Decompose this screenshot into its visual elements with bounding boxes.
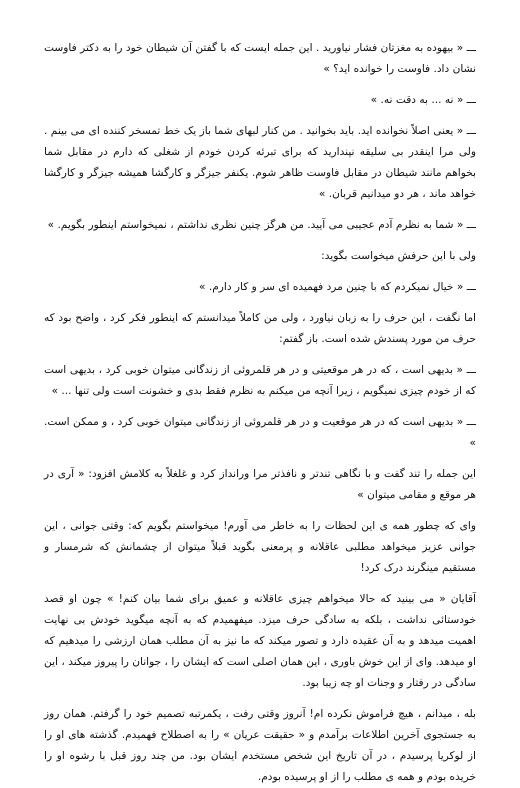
paragraph-7: اما نگفت ، این حرف را به زبان نیاورد ، ولی من کاملاً میدانستم که اینطور فکر کرد ، واضح بود که حرف من مورد پسندش شده است. باز گفتم: bbox=[44, 312, 476, 345]
paragraph-8: ـــ « بدیهی است ، که در هر موقعیتی و در هر قلمروئی از زندگانی میتوان خوبی کرد ، بدیهی است که از خودم چیزی نمیگویم ، زیرا آنچه من میکنم به نظرم فقط بدی و خشونت است ولی تنها ... » bbox=[44, 364, 476, 397]
paragraph-3: ـــ « یعنی اصلاً نخوانده اید. باید بخوانید . من کنار لبهای شما باز یک خط تمسخر کننده ای می بینم . ولی مرا اینقدر بی سلیقه نپندارید که برای تبرئه کردن خودم از شغلی که دارم در مقابل شما بخواهم مانند شیطان در مقابل فاوست ظاهر شوم. یکنفر جیزگر و کارگشا همیشه جیزگر و کارگشا خواهد ماند ، هر دو میدانیم قربان. » bbox=[44, 125, 476, 200]
paragraph-12: آقایان « می بینید که حالا میخواهم چیزی عاقلانه و عمیق برای شما بیان کنم! » چون او قصد خودستائی نداشت ، بلکه به سادگی حرف میزد. میفهمیدم که به آنچه میگوید خودش بی نهایت اهمیت میدهد و به آن عقیده دارد و تصور میکند که ما نیز به آن مطلب همان ارزشی را میدهیم که او میدهد. وای از این خوش باوری ، این همان اصلی است که ایشان را ، جوانان را پیروز میکند ، این سادگی در رفتار و وجنات او چه زیبا بود. bbox=[44, 593, 476, 689]
paragraph-6: ـــ « خیال نمیکردم که با چنین مرد فهمیده ای سر و کار دارم. » bbox=[198, 281, 476, 293]
paragraph-10: این جمله را تند گفت و با نگاهی تندتر و نافذتر مرا ورانداز کرد و غلغلاً به کلامش افزود: « آری در هر موقع و مقامی میتوان » bbox=[44, 468, 476, 501]
paragraph-1: ـــ « بیهوده به مغزتان فشار نیاورید . این جمله ایست که با گفتن آن شیطان خود را به دکتر فاوست نشان داد. فاوست را خوانده اید؟ » bbox=[44, 42, 476, 75]
paragraph-2: ـــ « نه ... به دقت نه. » bbox=[370, 94, 476, 106]
paragraph-4: ـــ « شما به نظرم آدم عجیبی می آیید. من هرگز چنین نظری نداشتم ، نمیخواستم اینطور بگویم. » bbox=[47, 219, 476, 231]
paragraph-11: وای که چطور همه ی این لحظات را به خاطر می آورم! میخواستم بگویم که: وقتی جوانی ، این جوانی عزیز میخواهد مطلبی عاقلانه و پرمعنی بگوید قبلاً میتوان از چشمانش که شرمسار و مستقیم مینگرند درک کرد! bbox=[44, 520, 476, 574]
paragraph-5: ولی با این حرفش میخواست بگوید: bbox=[321, 250, 476, 262]
paragraph-13: بله ، میدانم ، هیچ فراموش نکرده ام! آنروز وقتی رفت ، یکمرتبه تصمیم خود را گرفتم. همان روز به جستجوی آخرین اطلاعات برآمدم و « حقیقت عریان » را به اصطلاح فهمیدم. گذشته های او را از لوکریا پرسیدم ، در آن تاریخ این شخص مستخدم ایشان بود. من چند روز قبل با رشوه او را خریده بودم و همه ی مطلب را از او پرسیده بودم. bbox=[44, 708, 476, 783]
paragraph-9: ـــ « بدیهی است که در هر موقعیت و در هر قلمروئی از زندگانی میتوان خوبی کرد ، و ممکن است. » bbox=[44, 416, 476, 449]
